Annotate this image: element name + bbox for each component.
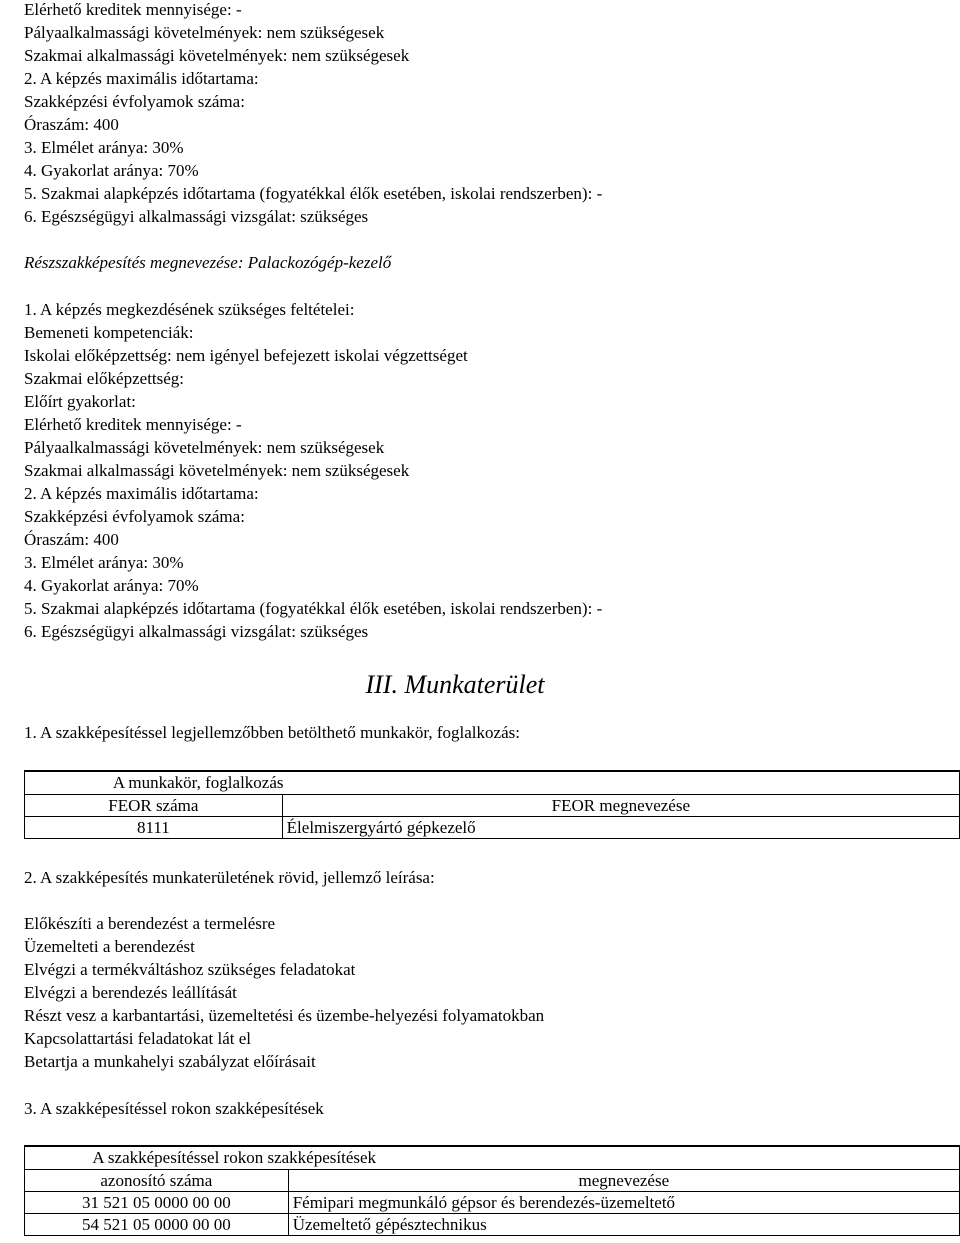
school-education-line: Iskolai előképzettség: nem igényel befejezett iskolai végzettséget bbox=[24, 346, 468, 365]
required-practice-line: Előírt gyakorlat: bbox=[24, 392, 136, 411]
credits-line: Elérhető kreditek mennyisége: - bbox=[24, 0, 242, 19]
list-item: Részt vesz a karbantartási, üzemeltetési és üzembe-helyezési folyamatokban bbox=[24, 1006, 545, 1025]
list-item: Kapcsolattartási feladatokat lát el bbox=[24, 1029, 252, 1048]
job-table-col1-header: FEOR száma bbox=[25, 794, 283, 816]
theory-ratio-line: 3. Elmélet aránya: 30% bbox=[24, 138, 184, 157]
qualification-name: Üzemeltető gépésztechnikus bbox=[288, 1213, 959, 1235]
professional-aptitude-line: Szakmai alkalmassági követelmények: nem szükségesek bbox=[24, 46, 410, 65]
credits-line: Elérhető kreditek mennyisége: - bbox=[24, 415, 242, 434]
professional-aptitude-line: Szakmai alkalmassági követelmények: nem szükségesek bbox=[24, 461, 410, 480]
job-question: 1. A szakképesítéssel legjellemzőbben betölthető munkakör, foglalkozás: bbox=[24, 723, 520, 742]
career-aptitude-line: Pályaalkalmassági követelmények: nem szükségesek bbox=[24, 438, 385, 457]
job-table-col2-header: FEOR megnevezése bbox=[282, 794, 959, 816]
qualification-name: Fémipari megmunkáló gépsor és berendezés-üzemeltető bbox=[288, 1191, 959, 1213]
work-area-question: 2. A szakképesítés munkaterületének rövid, jellemző leírása: bbox=[24, 868, 435, 887]
related-table-caption: A szakképesítéssel rokon szakképesítések bbox=[288, 1146, 959, 1169]
max-duration-line: 2. A képzés maximális időtartama: bbox=[24, 69, 259, 88]
feor-name: Élelmiszergyártó gépkezelő bbox=[282, 816, 959, 838]
list-item: Elvégzi a berendezés leállítását bbox=[24, 983, 237, 1002]
professional-education-line: Szakmai előképzettség: bbox=[24, 369, 185, 388]
school-years-line: Szakképzési évfolyamok száma: bbox=[24, 507, 245, 526]
practice-ratio-line: 4. Gyakorlat aránya: 70% bbox=[24, 576, 199, 595]
basic-training-line: 5. Szakmai alapképzés időtartama (fogyatékkal élők esetében, iskolai rendszerben): - bbox=[24, 184, 603, 203]
practice-ratio-line: 4. Gyakorlat aránya: 70% bbox=[24, 161, 199, 180]
health-check-line: 6. Egészségügyi alkalmassági vizsgálat: szükséges bbox=[24, 622, 369, 641]
max-duration-line: 2. A képzés maximális időtartama: bbox=[24, 484, 259, 503]
theory-ratio-line: 3. Elmélet aránya: 30% bbox=[24, 553, 184, 572]
related-table bbox=[24, 1145, 960, 1236]
job-table bbox=[24, 770, 960, 839]
table-row bbox=[25, 1213, 960, 1235]
list-item: Elvégzi a termékváltáshoz szükséges feladatokat bbox=[24, 960, 356, 979]
career-aptitude-line: Pályaalkalmassági követelmények: nem szükségesek bbox=[24, 23, 385, 42]
table-row bbox=[25, 1191, 960, 1213]
related-question: 3. A szakképesítéssel rokon szakképesítések bbox=[24, 1099, 324, 1118]
basic-training-line: 5. Szakmai alapképzés időtartama (fogyatékkal élők esetében, iskolai rendszerben): - bbox=[24, 599, 603, 618]
health-check-line: 6. Egészségügyi alkalmassági vizsgálat: szükséges bbox=[24, 207, 369, 226]
start-conditions-line: 1. A képzés megkezdésének szükséges feltételei: bbox=[24, 300, 355, 319]
partial-qualification-title: Részszakképesítés megnevezése: Palackozógép-kezelő bbox=[24, 253, 392, 272]
list-item: Üzemelteti a berendezést bbox=[24, 937, 195, 956]
hours-line: Óraszám: 400 bbox=[24, 115, 119, 134]
input-competencies-line: Bemeneti kompetenciák: bbox=[24, 323, 194, 342]
section-heading: III. Munkaterület bbox=[365, 670, 545, 699]
hours-line: Óraszám: 400 bbox=[24, 530, 119, 549]
qualification-code: 31 521 05 0000 00 00 bbox=[25, 1191, 289, 1213]
list-item: Előkészíti a berendezést a termelésre bbox=[24, 914, 276, 933]
job-table-caption: A munkakör, foglalkozás bbox=[282, 771, 959, 794]
qualification-code: 54 521 05 0000 00 00 bbox=[25, 1213, 289, 1235]
table-row bbox=[25, 816, 960, 838]
related-table-col2-header: megnevezése bbox=[288, 1169, 959, 1191]
feor-code: 8111 bbox=[25, 816, 283, 838]
related-table-col1-header: azonosító száma bbox=[25, 1169, 289, 1191]
school-years-line: Szakképzési évfolyamok száma: bbox=[24, 92, 245, 111]
list-item: Betartja a munkahelyi szabályzat előírásait bbox=[24, 1052, 316, 1071]
